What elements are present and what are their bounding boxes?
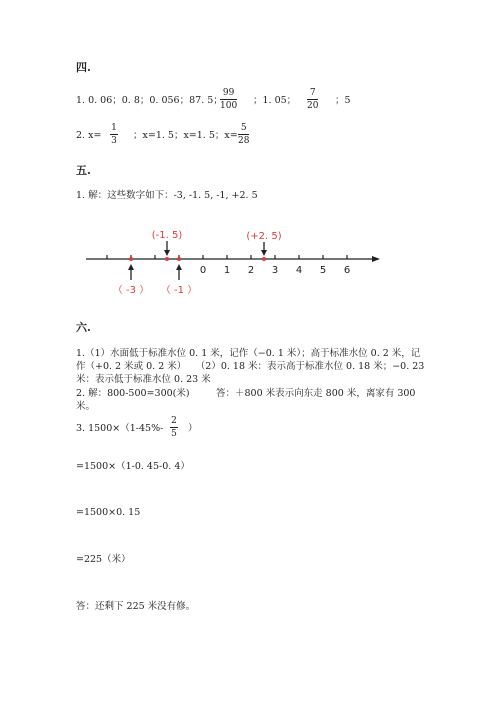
tick-label: 2: [247, 265, 255, 276]
answer-6-3-line-2: =1500×（1-0. 45-0. 4）: [76, 461, 190, 472]
answer-5-1-text: 1. 解：这些数字如下：-3, -1. 5, -1, +2. 5: [76, 190, 258, 201]
fraction-denominator: 5: [171, 429, 177, 439]
fraction-denominator: 20: [307, 101, 319, 111]
answer-4-2-text-b: ；x=1. 5；x=1. 5；x=: [133, 130, 238, 141]
fraction-bar: [238, 134, 249, 135]
answer-6-3-line-1-end: ）: [188, 423, 198, 434]
fraction-numerator: 99: [222, 88, 235, 98]
fraction-7-20: [307, 88, 318, 111]
label-plus-2-5: (+2. 5): [246, 231, 282, 242]
answer-6-3-line-4: =225（米）: [76, 554, 131, 565]
fraction-denominator: 100: [220, 101, 238, 111]
arrow-minus-3-head: [128, 264, 134, 270]
label-minus-3: （ -3 ）: [112, 285, 150, 296]
arrow-minus-1-5-head: [164, 250, 170, 256]
tick-label: 3: [271, 265, 279, 276]
answer-6-1-line-1: 1.（1）水面低于标准水位 0. 1 米，记作（−0. 1 米）；高于标准水位 0. 2 米，记: [76, 348, 421, 359]
answer-6-3-line-3: =1500×0. 15: [76, 507, 141, 518]
fraction-denominator: 3: [111, 136, 117, 146]
fraction-numerator: 5: [240, 123, 247, 133]
fraction-numerator: 1: [111, 123, 117, 133]
number-line-tick-labels: [200, 265, 350, 276]
answer-4-1-text: 1. 0. 06；0. 8；0. 056；87. 5；: [76, 95, 223, 106]
fraction-bar: [220, 99, 237, 100]
tick-label: 4: [295, 265, 303, 276]
answer-6-2-calc: 2. 解：800-500=300(米): [76, 388, 190, 399]
fraction-99-100: [220, 88, 237, 111]
fraction-bar: [110, 134, 118, 135]
answer-6-3-conclusion: 答：还剩下 225 米没有修。: [76, 601, 196, 612]
answer-6-3-line-1: 3. 1500×（1-45%-: [76, 423, 164, 434]
fraction-5-28: [238, 123, 249, 146]
label-minus-1: （ -1 ）: [160, 285, 198, 296]
fraction-bar: [307, 99, 318, 100]
answer-4-1-text-c: ；5: [335, 95, 351, 106]
answer-6-1-line-2: 作（+0. 2 米或 0. 2 米） （2）0. 18 米：表示高于标准水位 0. 18 米；−0. 23: [76, 361, 425, 372]
answer-6-1-line-3: 米：表示低于标准水位 0. 23 米: [76, 374, 211, 385]
fraction-bar: [170, 427, 178, 428]
answer-6-2-answer: 答：＋800 米表示向东走 800 米，离家有 300: [216, 388, 416, 399]
fraction-numerator: 2: [171, 416, 177, 426]
tick-label: 6: [343, 265, 351, 276]
point-plus-2-5: [262, 257, 266, 261]
answer-4-2-text: 2. x=: [76, 130, 102, 141]
arrow-plus-2-5-head: [261, 250, 267, 256]
answer-6-2-answer-end: 米。: [76, 401, 96, 412]
number-line: [76, 222, 396, 302]
section-5-heading: 五.: [76, 164, 91, 177]
arrow-minus-1-head: [176, 264, 182, 270]
label-minus-1-5: (-1. 5): [151, 230, 183, 241]
point-minus-1: [177, 257, 181, 261]
tick-label: 1: [223, 265, 231, 276]
fraction-1-3: [110, 123, 118, 146]
number-line-arrowhead: [372, 256, 380, 262]
section-6-heading: 六.: [76, 321, 91, 334]
tick-label: 5: [319, 265, 327, 276]
fraction-denominator: 28: [238, 136, 250, 146]
fraction-2-5: [170, 416, 178, 439]
section-4-heading: 四.: [76, 61, 91, 74]
point-minus-1-5: [165, 257, 169, 261]
point-minus-3: [129, 257, 133, 261]
fraction-numerator: 7: [309, 88, 316, 98]
answer-4-1-text-b: ；1. 05；: [253, 95, 297, 106]
tick-label: 0: [199, 265, 207, 276]
